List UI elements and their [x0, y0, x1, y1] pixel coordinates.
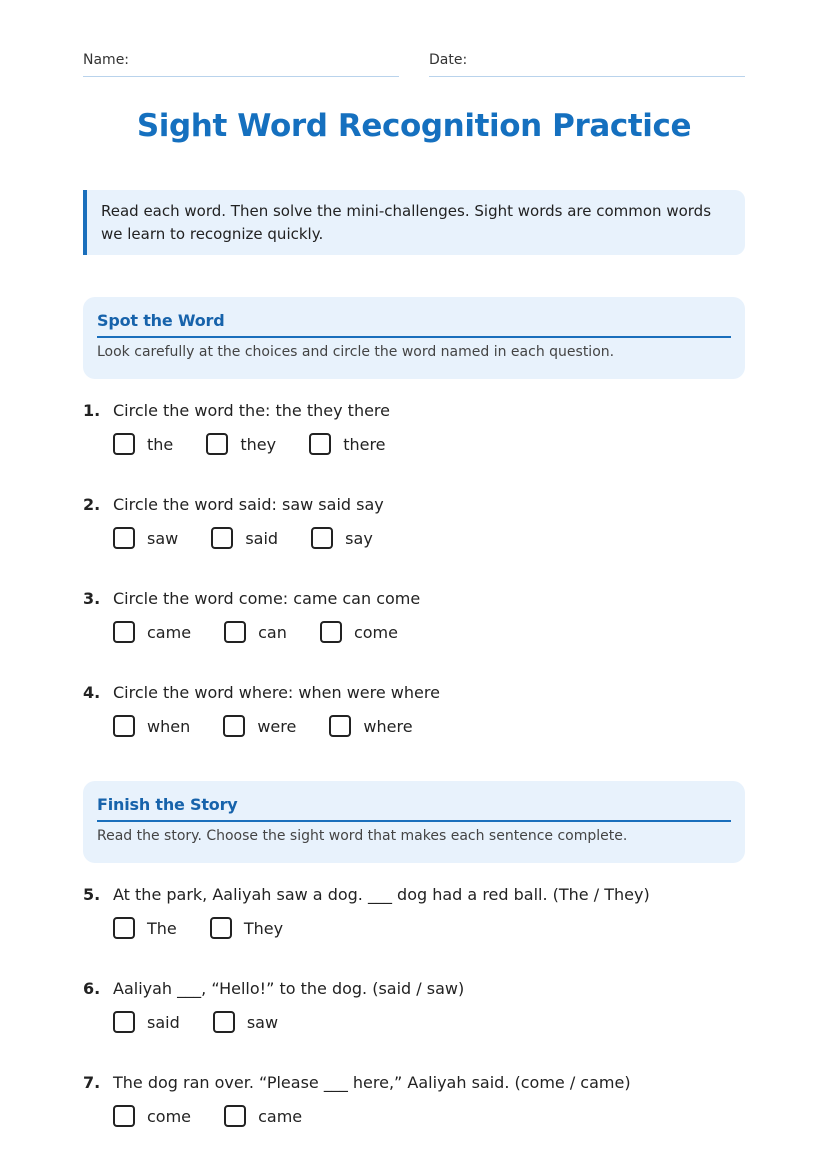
- option-label: said: [245, 528, 279, 548]
- option-label: said: [147, 1012, 180, 1032]
- intro-callout: Read each word. Then solve the mini-challenges. Sight words are common words we learn to recognize quickly.: [83, 190, 745, 255]
- checkbox[interactable]: [113, 527, 135, 549]
- answer-option[interactable]: [113, 621, 191, 643]
- section-title: Spot the Word: [97, 311, 731, 338]
- answer-option[interactable]: [224, 1105, 302, 1127]
- answer-option[interactable]: [113, 715, 190, 737]
- checkbox[interactable]: [329, 715, 351, 737]
- checkbox[interactable]: [206, 433, 228, 455]
- checkbox[interactable]: [223, 715, 245, 737]
- answer-option[interactable]: [113, 1105, 191, 1127]
- checkbox[interactable]: [113, 433, 135, 455]
- question-text: Circle the word the: the they there: [113, 401, 390, 420]
- question-2: [83, 493, 745, 557]
- question-3: [83, 587, 745, 651]
- page-title: Sight Word Recognition Practice: [136, 108, 692, 144]
- option-label: They: [243, 918, 284, 938]
- section-title: Finish the Story: [97, 795, 731, 822]
- answer-option[interactable]: [311, 527, 373, 549]
- option-label: say: [345, 528, 373, 548]
- checkbox[interactable]: [113, 917, 135, 939]
- checkbox[interactable]: [320, 621, 342, 643]
- name-label: Name:: [83, 52, 130, 68]
- checkbox[interactable]: [211, 527, 233, 549]
- answer-option[interactable]: [320, 621, 398, 643]
- checkbox[interactable]: [210, 917, 232, 939]
- option-label: come: [353, 622, 398, 642]
- question-text: Circle the word where: when were where: [113, 683, 440, 702]
- option-label: came: [258, 1106, 303, 1126]
- name-field[interactable]: [83, 52, 399, 77]
- checkbox[interactable]: [224, 621, 246, 643]
- checkbox[interactable]: [224, 1105, 246, 1127]
- answer-options: [113, 917, 745, 947]
- answer-option[interactable]: [113, 527, 178, 549]
- question-text: Circle the word said: saw said say: [113, 495, 384, 514]
- question-6: [83, 977, 745, 1041]
- option-label: they: [240, 434, 277, 454]
- question-text: At the park, Aaliyah saw a dog. ___ dog had a red ball. (The / They): [113, 885, 650, 904]
- answer-option[interactable]: [210, 917, 283, 939]
- question-7: [83, 1071, 745, 1135]
- checkbox[interactable]: [113, 1011, 135, 1033]
- answer-option[interactable]: [213, 1011, 278, 1033]
- option-label: saw: [246, 1012, 279, 1032]
- section-subtitle: Look carefully at the choices and circle the word named in each question.: [97, 344, 615, 360]
- answer-option[interactable]: [223, 715, 296, 737]
- option-label: there: [343, 434, 386, 454]
- answer-option[interactable]: [329, 715, 412, 737]
- question-number: 4.: [83, 683, 101, 702]
- option-label: the: [147, 434, 174, 454]
- checkbox[interactable]: [113, 715, 135, 737]
- checkbox[interactable]: [213, 1011, 235, 1033]
- question-1: [83, 399, 745, 463]
- question-number: 3.: [83, 589, 101, 608]
- question-number: 2.: [83, 495, 101, 514]
- answer-option[interactable]: [113, 1011, 180, 1033]
- checkbox[interactable]: [113, 621, 135, 643]
- option-label: saw: [147, 528, 179, 548]
- option-label: were: [257, 716, 297, 736]
- answer-options: [113, 715, 745, 745]
- answer-options: [113, 621, 745, 651]
- question-text: Aaliyah ___, “Hello!” to the dog. (said / saw): [113, 979, 465, 998]
- option-label: where: [363, 716, 413, 736]
- answer-options: [113, 1105, 745, 1135]
- option-label: come: [147, 1106, 192, 1126]
- option-label: came: [147, 622, 192, 642]
- option-label: The: [147, 918, 177, 938]
- checkbox[interactable]: [113, 1105, 135, 1127]
- question-number: 6.: [83, 979, 101, 998]
- section-header-spot-the-word: [83, 297, 745, 379]
- checkbox[interactable]: [311, 527, 333, 549]
- question-text: Circle the word come: came can come: [113, 589, 421, 608]
- question-number: 1.: [83, 401, 101, 420]
- answer-options: [113, 1011, 745, 1041]
- section-header-finish-the-story: [83, 781, 745, 863]
- option-label: can: [258, 622, 287, 642]
- answer-option[interactable]: [113, 433, 173, 455]
- question-text: The dog ran over. “Please ___ here,” Aaliyah said. (come / came): [113, 1073, 631, 1092]
- question-5: [83, 883, 745, 947]
- question-number: 5.: [83, 885, 101, 904]
- answer-options: [113, 527, 745, 557]
- date-field[interactable]: [429, 52, 745, 77]
- answer-option[interactable]: [211, 527, 278, 549]
- question-4: [83, 681, 745, 745]
- answer-option[interactable]: [113, 917, 177, 939]
- date-label: Date:: [429, 52, 468, 68]
- answer-option[interactable]: [309, 433, 385, 455]
- answer-option[interactable]: [224, 621, 287, 643]
- checkbox[interactable]: [309, 433, 331, 455]
- question-number: 7.: [83, 1073, 101, 1092]
- option-label: when: [147, 716, 191, 736]
- answer-options: [113, 433, 745, 463]
- section-subtitle: Read the story. Choose the sight word that makes each sentence complete.: [97, 828, 628, 844]
- header-fields: [83, 52, 745, 78]
- answer-option[interactable]: [206, 433, 276, 455]
